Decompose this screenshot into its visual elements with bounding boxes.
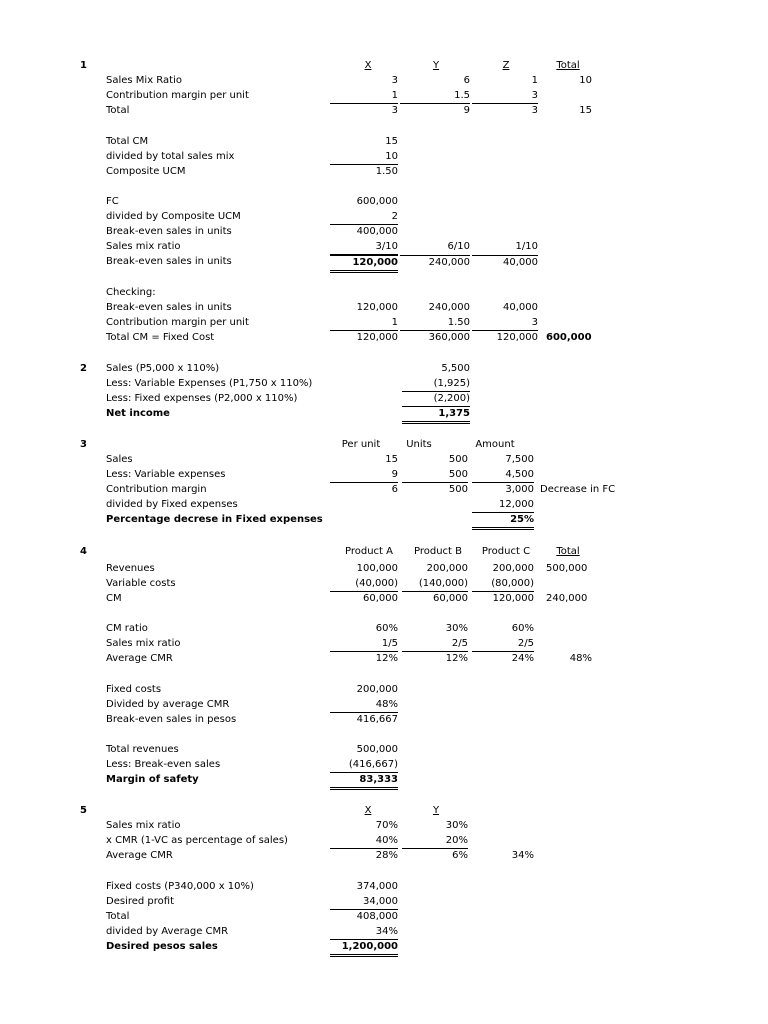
value-cell bbox=[472, 225, 538, 239]
value-cell bbox=[546, 577, 598, 591]
note-text bbox=[540, 468, 640, 482]
row-label: Less: Fixed expenses (P2,000 x 110%) bbox=[106, 393, 298, 404]
row-label: divided by Average CMR bbox=[106, 926, 229, 937]
row-label: CM ratio bbox=[106, 623, 148, 634]
value-cell: 1.50 bbox=[400, 316, 470, 331]
problem-number: 5 bbox=[80, 805, 87, 816]
value-cell: 360,000 bbox=[428, 332, 470, 343]
value-cell: 4,500 bbox=[472, 468, 534, 483]
column-header: Total bbox=[556, 546, 580, 557]
value-cell: 1 bbox=[531, 75, 538, 86]
row-label: Fixed costs bbox=[106, 684, 162, 695]
column-header: X bbox=[364, 805, 372, 816]
value-cell: 416,667 bbox=[356, 714, 398, 725]
value-cell: 20% bbox=[402, 834, 468, 849]
value-cell: 1.50 bbox=[375, 166, 398, 177]
value-cell bbox=[402, 498, 468, 512]
value-cell: 500 bbox=[448, 454, 468, 465]
value-cell bbox=[540, 286, 592, 300]
value-cell: 3,000 bbox=[505, 484, 534, 495]
value-cell: 12% bbox=[445, 653, 468, 664]
value-cell bbox=[400, 225, 470, 239]
row-label: Total CM = Fixed Cost bbox=[106, 332, 215, 343]
value-cell: 25% bbox=[472, 513, 534, 530]
value-cell bbox=[472, 195, 538, 209]
value-cell: 40% bbox=[330, 834, 398, 849]
value-cell: 15 bbox=[579, 105, 592, 116]
note-text bbox=[540, 498, 640, 512]
problem-number: 4 bbox=[80, 546, 87, 557]
row-label: Checking: bbox=[106, 287, 156, 298]
row-label: Contribution margin per unit bbox=[106, 317, 249, 328]
column-header: Amount bbox=[475, 439, 515, 450]
value-cell: 60% bbox=[511, 623, 534, 634]
row-label: Margin of safety bbox=[106, 774, 199, 785]
value-cell: 15 bbox=[385, 136, 398, 147]
row-label: Total bbox=[106, 105, 130, 116]
row-label: Contribution margin bbox=[106, 484, 207, 495]
value-cell: 6% bbox=[452, 850, 468, 861]
column-header: Units bbox=[406, 439, 432, 450]
value-cell: 500 bbox=[448, 484, 468, 495]
value-cell: 9 bbox=[330, 468, 398, 483]
value-cell: 6/10 bbox=[447, 241, 470, 252]
note-text bbox=[540, 453, 640, 467]
value-cell bbox=[400, 210, 470, 224]
row-label: Divided by average CMR bbox=[106, 699, 230, 710]
value-cell: 6 bbox=[391, 484, 398, 495]
row-label: divided by total sales mix bbox=[106, 151, 235, 162]
row-label: Composite UCM bbox=[106, 166, 186, 177]
row-label: Average CMR bbox=[106, 653, 173, 664]
row-label: Less: Variable Expenses (P1,750 x 110%) bbox=[106, 378, 313, 389]
value-cell: 34% bbox=[511, 850, 534, 861]
value-cell: 374,000 bbox=[356, 881, 398, 892]
value-cell: 3/10 bbox=[330, 240, 398, 255]
value-cell: 34% bbox=[330, 925, 398, 940]
column-header: Z bbox=[502, 60, 510, 71]
value-cell: 12% bbox=[375, 653, 398, 664]
value-cell: 1 bbox=[330, 89, 398, 104]
value-cell bbox=[472, 819, 534, 833]
value-cell: 30% bbox=[445, 820, 468, 831]
value-cell: 1/10 bbox=[515, 241, 538, 252]
value-cell: 7,500 bbox=[505, 454, 534, 465]
value-cell: 2/5 bbox=[472, 637, 534, 652]
value-cell: 3 bbox=[391, 75, 398, 86]
value-cell: 1/5 bbox=[330, 637, 398, 652]
note-text bbox=[540, 513, 640, 527]
value-cell: 120,000 bbox=[330, 255, 398, 273]
row-label: Sales Mix Ratio bbox=[106, 75, 182, 86]
row-label: Sales mix ratio bbox=[106, 820, 181, 831]
value-cell: 240,000 bbox=[546, 593, 588, 604]
row-label: divided by Fixed expenses bbox=[106, 499, 238, 510]
value-cell: 10 bbox=[579, 75, 592, 86]
row-label: Less: Variable expenses bbox=[106, 469, 226, 480]
row-label: Fixed costs (P340,000 x 10%) bbox=[106, 881, 254, 892]
row-label: Desired pesos sales bbox=[106, 941, 218, 952]
row-label: divided by Composite UCM bbox=[106, 211, 241, 222]
row-label: Sales (P5,000 x 110%) bbox=[106, 363, 220, 374]
row-label: Total CM bbox=[106, 136, 149, 147]
value-cell: 200,000 bbox=[492, 563, 534, 574]
row-label: Sales bbox=[106, 454, 133, 465]
value-cell: 83,333 bbox=[330, 773, 398, 790]
value-cell: (2,200) bbox=[402, 392, 470, 407]
value-cell: (1,925) bbox=[402, 377, 470, 392]
value-cell: 3 bbox=[472, 89, 538, 104]
note-text: Decrease in FC bbox=[540, 484, 616, 495]
value-cell: 120,000 bbox=[496, 332, 538, 343]
value-cell: 200,000 bbox=[426, 563, 468, 574]
value-cell bbox=[540, 316, 592, 330]
value-cell: 400,000 bbox=[356, 226, 398, 237]
value-cell: 60,000 bbox=[363, 593, 398, 604]
value-cell: 120,000 bbox=[356, 302, 398, 313]
value-cell: 3 bbox=[391, 105, 398, 116]
value-cell: 30% bbox=[445, 623, 468, 634]
row-label: Revenues bbox=[106, 563, 155, 574]
value-cell bbox=[540, 301, 592, 315]
row-label: Desired profit bbox=[106, 896, 174, 907]
value-cell: 48% bbox=[330, 698, 398, 713]
row-label: Less: Break-even sales bbox=[106, 759, 221, 770]
value-cell bbox=[402, 513, 468, 527]
value-cell: (80,000) bbox=[472, 577, 534, 592]
value-cell: 34,000 bbox=[330, 895, 398, 910]
row-label: Percentage decrese in Fixed expenses bbox=[106, 514, 323, 525]
value-cell: 240,000 bbox=[428, 302, 470, 313]
value-cell: 48% bbox=[569, 653, 592, 664]
value-cell: 3 bbox=[472, 316, 538, 331]
value-cell: (40,000) bbox=[330, 577, 398, 592]
value-cell: 600,000 bbox=[356, 196, 398, 207]
row-label: Variable costs bbox=[106, 578, 176, 589]
column-header: Y bbox=[432, 805, 440, 816]
value-cell: 12,000 bbox=[472, 498, 534, 513]
value-cell: 500 bbox=[402, 468, 468, 483]
column-header: Per unit bbox=[341, 439, 381, 450]
value-cell: 60,000 bbox=[433, 593, 468, 604]
column-header: Product B bbox=[413, 546, 462, 557]
row-label: Break-even sales in pesos bbox=[106, 714, 237, 725]
row-label: Break-even sales in units bbox=[106, 256, 232, 267]
value-cell: 9 bbox=[463, 105, 470, 116]
value-cell: 60% bbox=[375, 623, 398, 634]
value-cell: 15 bbox=[385, 454, 398, 465]
value-cell bbox=[330, 498, 398, 512]
value-cell: 120,000 bbox=[356, 332, 398, 343]
value-cell: 24% bbox=[511, 653, 534, 664]
problem-number: 2 bbox=[80, 363, 87, 374]
value-cell: (140,000) bbox=[402, 577, 468, 592]
row-label: Total bbox=[106, 911, 130, 922]
value-cell: 2 bbox=[330, 210, 398, 225]
value-cell: 100,000 bbox=[356, 563, 398, 574]
value-cell: 1,375 bbox=[402, 407, 470, 424]
value-cell: 200,000 bbox=[356, 684, 398, 695]
value-cell: 5,500 bbox=[441, 363, 470, 374]
value-cell bbox=[540, 89, 592, 103]
value-cell: 40,000 bbox=[472, 255, 538, 270]
row-label: Break-even sales in units bbox=[106, 226, 232, 237]
row-label: x CMR (1-VC as percentage of sales) bbox=[106, 835, 288, 846]
row-label: Sales mix ratio bbox=[106, 638, 181, 649]
row-label: Total revenues bbox=[106, 744, 179, 755]
column-header: Total bbox=[556, 60, 580, 71]
value-cell bbox=[472, 286, 538, 300]
row-label: Sales mix ratio bbox=[106, 241, 181, 252]
value-cell: (416,667) bbox=[330, 758, 398, 773]
value-cell: 500,000 bbox=[546, 563, 588, 574]
value-cell: 240,000 bbox=[400, 255, 470, 270]
value-cell: 40,000 bbox=[503, 302, 538, 313]
value-cell bbox=[330, 513, 398, 527]
row-label: FC bbox=[106, 196, 119, 207]
value-cell: 3 bbox=[531, 105, 538, 116]
value-cell bbox=[400, 195, 470, 209]
value-cell: 120,000 bbox=[492, 593, 534, 604]
value-cell: 1 bbox=[330, 316, 398, 331]
value-cell: 1.5 bbox=[400, 89, 470, 104]
value-cell bbox=[540, 637, 592, 651]
column-header: Product A bbox=[345, 546, 393, 557]
value-cell: 600,000 bbox=[546, 332, 592, 343]
value-cell bbox=[472, 834, 534, 848]
value-cell: 1,200,000 bbox=[330, 940, 398, 957]
value-cell: 28% bbox=[375, 850, 398, 861]
value-cell: 70% bbox=[375, 820, 398, 831]
column-header: Y bbox=[432, 60, 440, 71]
value-cell: 500,000 bbox=[356, 744, 398, 755]
row-label: Contribution margin per unit bbox=[106, 90, 249, 101]
value-cell: 10 bbox=[330, 150, 398, 165]
value-cell: 2/5 bbox=[402, 637, 468, 652]
column-header: X bbox=[364, 60, 372, 71]
value-cell: 408,000 bbox=[356, 911, 398, 922]
column-header: Product C bbox=[481, 546, 531, 557]
row-label: CM bbox=[106, 593, 122, 604]
row-label: Break-even sales in units bbox=[106, 302, 232, 313]
value-cell bbox=[330, 286, 398, 300]
value-cell: 6 bbox=[463, 75, 470, 86]
row-label: Net income bbox=[106, 408, 170, 419]
problem-number: 1 bbox=[80, 60, 87, 71]
row-label: Average CMR bbox=[106, 850, 173, 861]
value-cell bbox=[540, 622, 592, 636]
value-cell bbox=[400, 286, 470, 300]
value-cell bbox=[472, 210, 538, 224]
problem-number: 3 bbox=[80, 439, 87, 450]
